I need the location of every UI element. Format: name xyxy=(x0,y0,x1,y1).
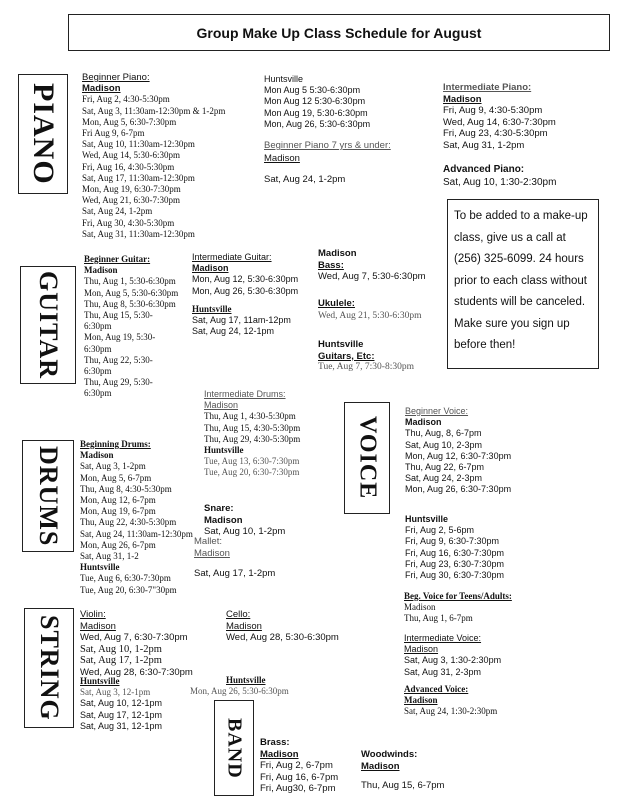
list-item: Mon, Aug 12, 6-7pm xyxy=(80,495,156,506)
list-item: Sat, Aug 24, 1-2pm xyxy=(264,174,346,185)
list-item: Sat, Aug 31, 1-2 xyxy=(80,551,139,562)
cello-huntsville-block xyxy=(190,675,289,697)
list-item: Wed, Aug 28, 5:30-6:30pm xyxy=(226,632,339,643)
list-item: Sat, Aug 10, 1-2pm xyxy=(204,526,286,537)
list-item: Sat, Aug 31, 12-1pm xyxy=(80,720,163,731)
intermediate-voice-header: Intermediate Voice: xyxy=(404,633,482,643)
list-item: Wed, Aug 14, 5:30-6:30pm xyxy=(82,150,181,161)
violin-huntsville: Huntsville xyxy=(80,676,120,686)
section-string-label: STRING xyxy=(35,615,64,721)
snare-header: Snare: xyxy=(204,503,234,514)
list-item: Sat, Aug 10, 12-1pm xyxy=(80,698,163,709)
list-item: Mon, Aug 5, 6-7pm xyxy=(80,472,152,483)
list-item: Tue, Aug 20, 6:30-7:30pm xyxy=(204,467,300,478)
list-item: Fri Aug 9, 6-7pm xyxy=(82,128,145,139)
list-item: Fri, Aug30, 6-7pm xyxy=(260,783,336,794)
list-item: Thu, Aug 29, 4:30-5:30pm xyxy=(204,433,301,444)
bass-block xyxy=(318,248,426,283)
list-item: Sat, Aug 31, 2-3pm xyxy=(404,666,482,677)
list-item: Wed, Aug 28, 6:30-7:30pm xyxy=(80,666,193,678)
ukulele-block xyxy=(318,297,421,323)
huntsville-piano-header: Huntsville xyxy=(264,74,304,84)
list-item: Wed, Aug 21, 5:30-6:30pm xyxy=(318,311,422,321)
teen-voice-header: Beg. Voice for Teens/Adults: xyxy=(404,591,512,601)
mallet-header: Mallet: xyxy=(194,536,222,547)
beginner-piano-7-header: Beginner Piano 7 yrs & under: xyxy=(264,140,391,151)
list-item: Mon Aug 19, 5:30-6:30pm xyxy=(264,107,368,118)
advanced-voice-header: Advanced Voice: xyxy=(404,684,469,694)
section-drums-label: DRUMS xyxy=(34,445,63,547)
list-item: Sat, Aug 17, 1-2pm xyxy=(80,655,162,666)
beginner-piano-header: Beginner Piano: xyxy=(82,72,150,83)
beginning-drums-block xyxy=(80,439,193,596)
list-item: Fri, Aug 16, 6-7pm xyxy=(260,771,339,783)
beginner-guitar-location: Madison xyxy=(84,265,118,276)
list-item: Fri, Aug 9, 6:30-7:30pm xyxy=(405,536,500,547)
list-item: Thu, Aug 1, 4:30-5:30pm xyxy=(204,411,296,422)
intermediate-guitar-huntsville: Huntsville xyxy=(192,304,232,314)
bass-header: Bass: xyxy=(318,259,344,271)
list-item: Wed, Aug 14, 6:30-7:30pm xyxy=(443,116,556,128)
intermediate-guitar-huntsville-block xyxy=(192,304,291,338)
list-item: Mon, Aug 5, 6:30-7:30pm xyxy=(82,116,177,127)
woodwinds-block xyxy=(361,749,444,792)
list-item: Sat, Aug 17, 11:30am-12:30pm xyxy=(82,172,195,183)
list-item: Sat, Aug 17, 11am-12pm xyxy=(192,315,291,326)
list-item: Sat, Aug 10, 2-3pm xyxy=(405,439,483,450)
teen-voice-location: Madison xyxy=(404,602,436,613)
list-item: Thu, Aug 15, 5:30- xyxy=(84,310,153,321)
violin-header: Violin: xyxy=(80,609,106,620)
list-item: Sat, Aug 3, 11:30am-12:30pm & 1-2pm xyxy=(82,105,226,116)
list-item: Mon, Aug 26, 5:30-6:30pm xyxy=(190,686,289,696)
list-item: Thu, Aug 15, 6-7pm xyxy=(361,780,445,791)
brass-location: Madison xyxy=(260,748,299,760)
list-item: Sat, Aug 17, 1-2pm xyxy=(194,568,276,579)
list-item: Tue, Aug 20, 6:30-7"30pm xyxy=(80,584,177,595)
beginner-voice-header: Beginner Voice: xyxy=(405,406,469,416)
snare-location: Madison xyxy=(204,514,243,526)
list-item: Sat, Aug 31, 11:30am-12:30pm xyxy=(82,228,195,239)
list-item: Mon, Aug 19, 6-7pm xyxy=(80,506,156,517)
advanced-voice-block xyxy=(404,684,497,718)
list-item: Thu, Aug 8, 4:30-5:30pm xyxy=(80,483,172,494)
snare-block xyxy=(204,503,285,538)
list-item: Fri, Aug 23, 4:30-5:30pm xyxy=(443,128,548,139)
list-item: Mon, Aug 26, 6-7pm xyxy=(80,539,156,550)
section-string xyxy=(24,608,74,728)
brass-block xyxy=(260,737,338,795)
page-title: Group Make Up Class Schedule for August xyxy=(68,14,610,51)
list-item: Mon, Aug 26, 5:30-6:30pm xyxy=(192,285,299,296)
list-item: Sat, Aug 24, 1-2pm xyxy=(82,206,153,217)
list-item: Thu, Aug 29, 5:30- xyxy=(84,377,153,388)
cello-huntsville: Huntsville xyxy=(226,675,266,685)
woodwinds-header: Woodwinds: xyxy=(361,749,418,760)
list-item: Mon, Aug 26, 6:30-7:30pm xyxy=(405,484,512,495)
list-item: 6:30pm xyxy=(84,388,112,399)
list-item: Sat, Aug 10, 1-2pm xyxy=(80,643,162,655)
list-item: Sat, Aug 17, 12-1pm xyxy=(80,709,163,720)
list-item: Mon Aug 12 5:30-6:30pm xyxy=(264,96,366,107)
violin-huntsville-block xyxy=(80,676,162,732)
list-item: Tue, Aug 6, 6:30-7:30pm xyxy=(80,573,171,584)
list-item: Sat, Aug 24, 12-1pm xyxy=(192,326,275,337)
list-item: Fri, Aug 2, 6-7pm xyxy=(260,760,333,771)
list-item: Sat, Aug 10, 11:30am-12:30pm xyxy=(82,139,195,150)
beginner-voice-block xyxy=(405,406,511,496)
list-item: Sat, Aug 3, 1-2pm xyxy=(80,461,146,472)
huntsville-piano-block xyxy=(264,74,370,130)
intermediate-drums-header: Intermediate Drums: xyxy=(204,389,286,399)
intermediate-voice-location: Madison xyxy=(404,644,439,655)
list-item: 6:30pm xyxy=(84,343,112,354)
list-item: Thu, Aug 22, 6-7pm xyxy=(405,462,485,473)
list-item: Fri, Aug 9, 4:30-5:30pm xyxy=(443,105,543,116)
woodwinds-location: Madison xyxy=(361,760,400,772)
cello-header: Cello: xyxy=(226,609,251,620)
advanced-voice-location: Madison xyxy=(404,695,438,706)
list-item: Thu, Aug 1, 6-7pm xyxy=(404,613,473,624)
list-item: Mon, Aug 26, 5:30-6:30pm xyxy=(264,118,371,129)
beginning-drums-header: Beginning Drums: xyxy=(80,439,151,449)
list-item: Mon, Aug 19, 6:30-7:30pm xyxy=(82,184,181,195)
bass-location: Madison xyxy=(318,248,357,259)
list-item: Fri, Aug 16, 4:30-5:30pm xyxy=(82,161,175,172)
list-item: Sat, Aug 10, 1:30-2:30pm xyxy=(443,177,557,188)
ukulele-header: Ukulele: xyxy=(318,298,355,309)
list-item: Thu, Aug 22, 5:30- xyxy=(84,354,153,365)
list-item: Tue, Aug 7, 7:30-8:30pm xyxy=(318,362,414,372)
list-item: Sat, Aug 3, 1:30-2:30pm xyxy=(404,655,502,666)
beginner-voice-huntsville: Huntsville xyxy=(405,514,449,524)
list-item: Sat, Aug 31, 1-2pm xyxy=(443,139,525,151)
section-band xyxy=(214,700,254,796)
intermediate-piano-header: Intermediate Piano: xyxy=(443,82,532,93)
list-item: Wed, Aug 7, 5:30-6:30pm xyxy=(318,271,426,282)
list-item: Thu, Aug 22, 4:30-5:30pm xyxy=(80,517,177,528)
intermediate-guitar-header: Intermediate Guitar: xyxy=(192,252,272,262)
section-piano-label: PIANO xyxy=(27,83,60,185)
huntsville-guitars-header2: Guitars, Etc: xyxy=(318,350,375,362)
beginning-drums-huntsville: Huntsville xyxy=(80,562,120,573)
beginner-voice-location: Madison xyxy=(405,417,442,428)
signup-note: To be added to a make-up class, give us a call at (256) 325-6099. 24 hours prior to each class without students will be canceled. Make sure you sign up before then! xyxy=(447,199,599,369)
beginner-piano-location: Madison xyxy=(82,83,121,95)
beginner-piano-7-block xyxy=(264,139,391,186)
list-item: Fri, Aug 23, 6:30-7:30pm xyxy=(405,558,505,569)
list-item: Mon, Aug 12, 5:30-6:30pm xyxy=(192,274,299,285)
section-voice-label: VOICE xyxy=(354,416,381,500)
advanced-piano-block xyxy=(443,163,556,189)
beginner-guitar-block xyxy=(84,254,178,400)
list-item: 6:30pm xyxy=(84,321,112,332)
section-drums xyxy=(22,440,74,552)
intermediate-drums-huntsville: Huntsville xyxy=(204,445,244,456)
list-item: Wed, Aug 7, 6:30-7:30pm xyxy=(80,632,188,643)
list-item: 6:30pm xyxy=(84,366,112,377)
list-item: Fri, Aug 30, 6:30-7:30pm xyxy=(405,570,505,581)
list-item: Sat, Aug 3, 12-1pm xyxy=(80,687,151,698)
list-item: Mon, Aug 19, 5:30- xyxy=(84,332,156,343)
section-voice xyxy=(344,402,390,514)
list-item: Fri, Aug 2, 5-6pm xyxy=(405,525,475,536)
cello-block xyxy=(226,609,339,644)
list-item: Sat, Aug 24, 1:30-2:30pm xyxy=(404,706,498,717)
mallet-location: Madison xyxy=(194,547,230,559)
brass-header: Brass: xyxy=(260,737,290,748)
section-piano xyxy=(18,74,68,194)
advanced-piano-header: Advanced Piano: xyxy=(443,164,525,175)
list-item: Tue, Aug 13, 6:30-7:30pm xyxy=(204,456,300,467)
intermediate-guitar-location: Madison xyxy=(192,263,229,274)
list-item: Sat, Aug 24, 2-3pm xyxy=(405,473,483,484)
section-guitar xyxy=(20,266,76,384)
huntsville-guitars-header1: Huntsville xyxy=(318,339,364,350)
intermediate-voice-block xyxy=(404,633,501,678)
intermediate-drums-location: Madison xyxy=(204,400,239,411)
list-item: Mon, Aug 12, 6:30-7:30pm xyxy=(405,450,512,461)
list-item: Mon, Aug 5, 5:30-6:30pm xyxy=(84,287,179,298)
list-item: Wed, Aug 21, 6:30-7:30pm xyxy=(82,195,181,206)
list-item: Fri, Aug 16, 6:30-7:30pm xyxy=(405,547,505,558)
list-item: Fri, Aug 2, 4:30-5:30pm xyxy=(82,94,170,105)
intermediate-piano-block xyxy=(443,82,556,151)
list-item: Sat, Aug 24, 11:30am-12:30pm xyxy=(80,528,193,539)
list-item: Thu, Aug 8, 5:30-6:30pm xyxy=(84,298,176,309)
intermediate-guitar-block xyxy=(192,252,298,297)
cello-location: Madison xyxy=(226,620,262,632)
teen-voice-block xyxy=(404,591,512,625)
beginner-piano-7-location: Madison xyxy=(264,153,300,164)
beginner-piano-block xyxy=(82,72,225,240)
section-band-label: BAND xyxy=(223,717,246,779)
list-item: Thu, Aug 1, 5:30-6:30pm xyxy=(84,276,176,287)
beginner-guitar-header: Beginner Guitar: xyxy=(84,254,151,264)
list-item: Fri, Aug 30, 4:30-5:30pm xyxy=(82,217,175,228)
list-item: Thu, Aug, 8, 6-7pm xyxy=(405,428,482,439)
mallet-block xyxy=(194,536,275,580)
beginner-voice-huntsville-block xyxy=(405,514,504,581)
intermediate-drums-block xyxy=(204,389,300,479)
beginning-drums-location: Madison xyxy=(80,450,114,461)
intermediate-piano-location: Madison xyxy=(443,93,482,105)
list-item: Mon Aug 5 5:30-6:30pm xyxy=(264,85,361,96)
section-guitar-label: GUITAR xyxy=(34,270,63,380)
violin-block xyxy=(80,609,193,678)
violin-location: Madison xyxy=(80,620,116,632)
huntsville-guitars-block xyxy=(318,339,414,374)
list-item: Thu, Aug 15, 4:30-5:30pm xyxy=(204,422,301,433)
